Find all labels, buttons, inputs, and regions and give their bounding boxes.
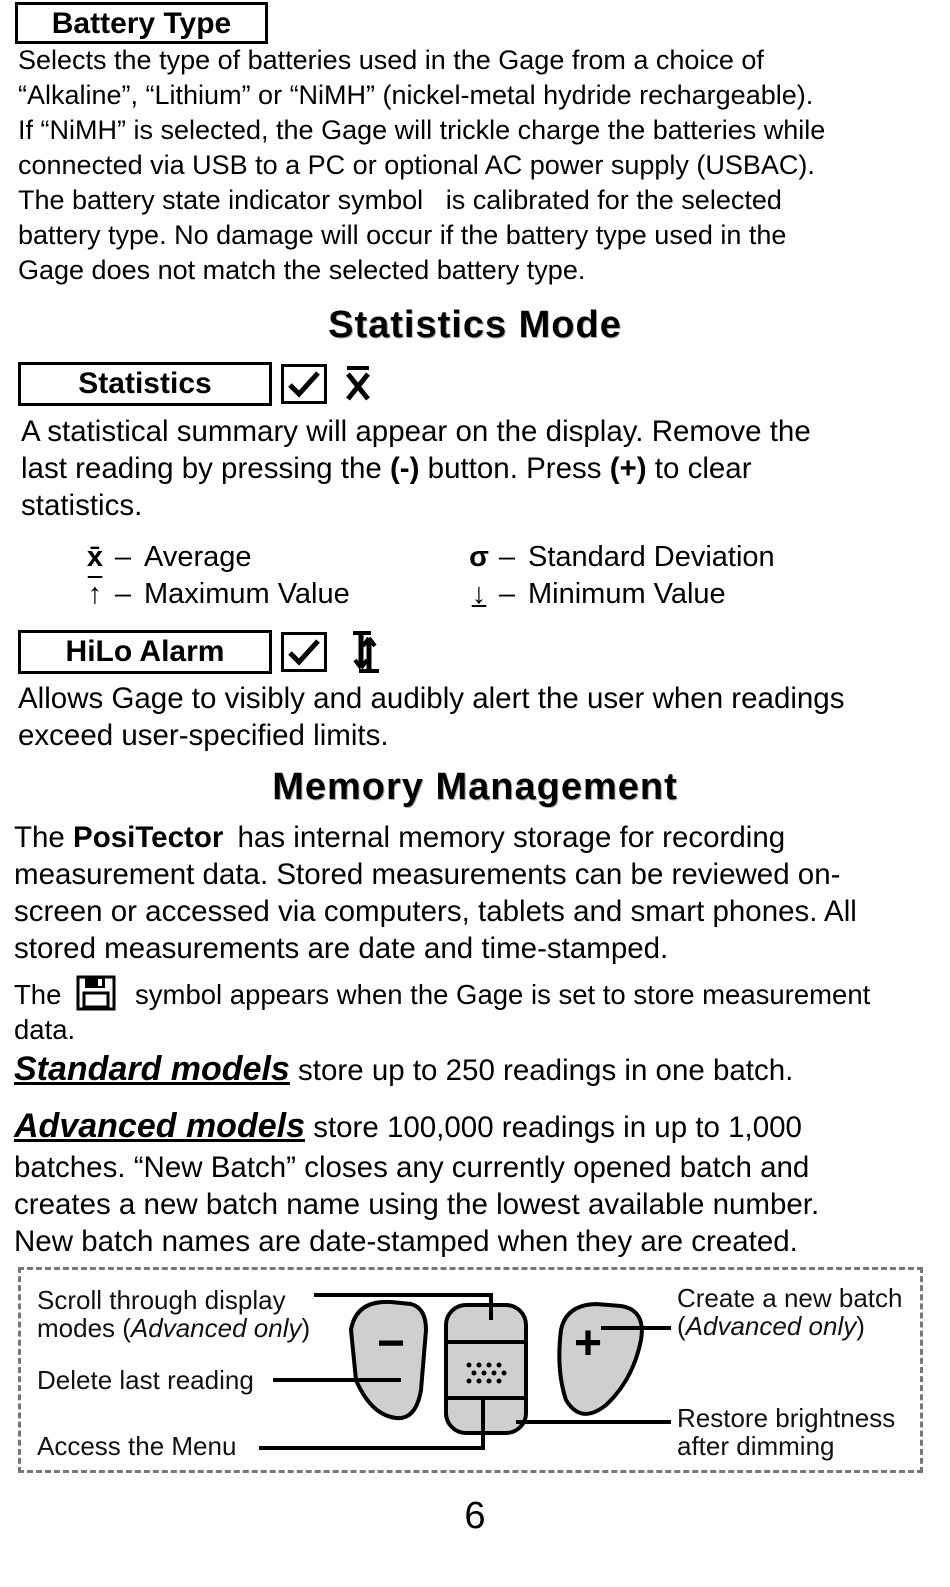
hilo-line-2: exceed user-specified limits. [18,719,389,752]
create-advanced-only: Advanced only [685,1311,857,1341]
advanced-line-2: batches. “New Batch” closes any currently opened batch and [14,1151,810,1184]
floppy-disk-icon [76,975,116,1019]
stats-line-3: statistics. [21,489,143,522]
sigma-icon: σ [469,541,489,573]
battery-line-4: connected via USB to a PC or optional AC power supply (USBAC). [18,150,815,180]
scroll-label-close: ) [301,1313,311,1343]
positector-brand: PosiTector [73,821,224,854]
scroll-advanced-only: Advanced only [130,1313,302,1343]
scroll-label-line2 [37,1314,310,1342]
dash: – [114,541,132,573]
max-arrow-icon: ↑ [87,578,103,610]
symbol-line-1 [14,977,870,1012]
statistics-checkbox-icon [281,364,327,404]
memory-the: The [14,821,65,854]
hilo-alarm-icon [349,630,383,679]
memory-line-1-rest: has internal memory storage for recording [237,821,786,854]
max-label: Maximum Value [144,578,350,610]
scroll-label-line1: Scroll through display [37,1285,286,1315]
stats-line-2 [21,450,752,487]
dash: – [498,578,516,610]
symbol-line-rest: symbol appears when the Gage is set to store measurement [135,979,871,1010]
page-number: 6 [464,1495,486,1537]
scroll-modes-label [37,1286,310,1342]
stats-line-2c: to clear [654,452,752,485]
hilo-checkbox-icon [281,632,327,672]
standard-models-text: store up to 250 readings in one batch. [298,1054,794,1087]
average-symbol-icon [345,364,371,407]
create-label-line1: Create a new batch [677,1283,903,1313]
std-dev-label: Standard Deviation [528,541,775,573]
stats-line-2b: button. Press [427,452,602,485]
dash: – [114,578,132,610]
symbol-line-2: data. [14,1014,76,1045]
legend-max [82,576,350,612]
create-label-open: ( [677,1311,686,1341]
battery-line-5: The battery state indicator symbol is calibrated for the selected [18,185,782,215]
plus-button-ref: (+) [609,452,647,485]
advanced-text-1: store 100,000 readings in up to 1,000 [313,1111,802,1144]
hilo-alarm-menu-label: HiLo Alarm [18,630,272,674]
battery-line-3: If “NiMH” is selected, the Gage will trickle charge the batteries while [18,115,826,145]
delete-last-reading-label: Delete last reading [37,1365,254,1395]
access-menu-label: Access the Menu [37,1431,237,1461]
advanced-line-4: New batch names are date-stamped when they are created. [14,1225,798,1258]
battery-line-1: Selects the type of batteries used in the Gage from a choice of [18,45,764,75]
battery-line-6: battery type. No damage will occur if the battery type used in the [18,220,787,250]
plus-button-glyph: + [574,1317,603,1370]
average-icon: x̄ [86,541,104,573]
standard-models-line [14,1051,793,1089]
create-label-line2 [677,1312,902,1340]
battery-line-7: Gage does not match the selected battery type. [18,255,586,285]
stats-line-2a: last reading by pressing the [21,452,382,485]
restore-label-line1: Restore brightness [677,1403,896,1433]
minus-button-glyph: − [377,1317,406,1370]
standard-models-label: Standard models [14,1050,290,1088]
memory-management-heading: Memory Management [272,766,678,808]
scroll-label-open: modes ( [37,1313,131,1343]
stats-line-1: A statistical summary will appear on the display. Remove the [21,415,811,448]
hilo-line-1: Allows Gage to visibly and audibly alert the user when readings [18,682,845,715]
legend-std-dev [466,539,775,575]
statistics-menu-label: Statistics [18,362,272,406]
advanced-models-label: Advanced models [14,1107,305,1145]
symbol-the: The [14,979,62,1010]
battery-line-2: “Alkaline”, “Lithium” or “NiMH” (nickel-metal hydride rechargeable). [18,80,814,110]
average-label: Average [144,541,252,573]
advanced-line-3: creates a new batch name using the lowest available number. [14,1188,820,1221]
create-batch-label [677,1284,902,1340]
battery-type-menu-label: Battery Type [15,2,268,44]
minus-button-ref: (-) [389,452,420,485]
min-label: Minimum Value [528,578,726,610]
advanced-line-1 [14,1108,802,1146]
button-diagram [18,1267,923,1473]
memory-line-4: stored measurements are date and time-stamped. [14,932,669,965]
statistics-mode-heading: Statistics Mode [328,304,622,346]
dash: – [498,541,516,573]
create-label-close: ) [856,1311,865,1341]
memory-line-3: screen or accessed via computers, tablets and smart phones. All [14,895,857,928]
memory-line-2: measurement data. Stored measurements can be reviewed on- [14,858,841,891]
legend-min [466,576,726,612]
restore-label-line2: after dimming [677,1431,835,1461]
restore-brightness-label [677,1404,895,1460]
min-arrow-icon: ↓ [471,578,487,610]
legend-average [82,539,252,575]
memory-line-1 [14,819,785,856]
